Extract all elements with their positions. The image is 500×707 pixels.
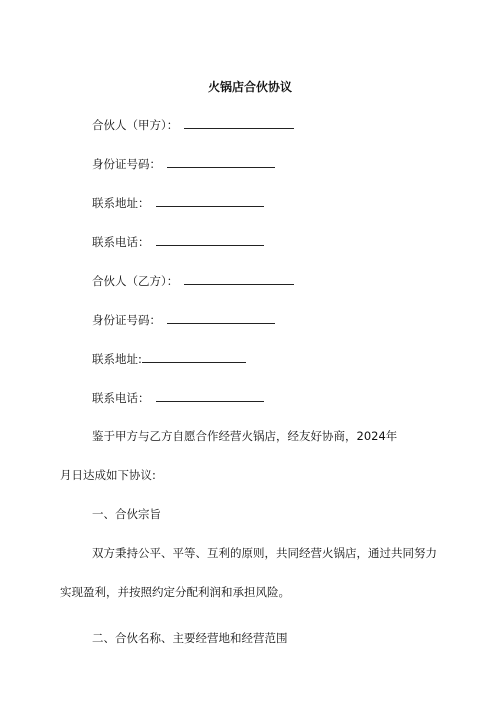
- party-b-address-row: [92, 350, 246, 367]
- party-a-phone-row: [92, 233, 264, 250]
- party-a-address-blank: [156, 194, 264, 207]
- party-a-id-label: 身份证号码：: [92, 157, 161, 171]
- party-b-partner-blank: [184, 272, 294, 285]
- party-b-id-row: [92, 311, 275, 328]
- party-b-phone-blank: [156, 389, 264, 402]
- section-1-line-2: 实现盈利，并按照约定分配利润和承担风险。: [60, 585, 290, 599]
- party-b-id-label: 身份证号码：: [92, 313, 161, 327]
- section-1-heading: 一、合伙宗旨: [92, 507, 161, 521]
- party-a-partner-label: 合伙人（甲方）：: [92, 118, 179, 132]
- party-b-id-blank: [167, 311, 275, 324]
- party-a-partner-row: [92, 116, 294, 133]
- party-b-partner-label: 合伙人（乙方）：: [92, 274, 179, 288]
- intro-line-1: 鉴于甲方与乙方自愿合作经营火锅店，经友好协商，2024年: [92, 429, 398, 443]
- party-b-phone-label: 联系电话：: [92, 391, 150, 405]
- party-a-id-row: [92, 155, 275, 172]
- party-b-phone-row: [92, 389, 264, 406]
- party-a-id-blank: [167, 155, 275, 168]
- party-b-address-label: 联系地址:: [92, 352, 142, 366]
- party-b-partner-row: [92, 272, 294, 289]
- party-a-phone-blank: [156, 233, 264, 246]
- party-a-partner-blank: [184, 116, 294, 129]
- party-a-phone-label: 联系电话：: [92, 235, 150, 249]
- party-a-address-label: 联系地址：: [92, 196, 150, 210]
- section-1-line-1: 双方秉持公平、平等、互利的原则，共同经营火锅店，通过共同努力: [92, 546, 437, 560]
- party-b-address-blank: [142, 350, 246, 363]
- intro-line-2: 月日达成如下协议:: [60, 468, 156, 482]
- party-a-address-row: [92, 194, 264, 211]
- section-2-heading: 二、合伙名称、主要经营地和经营范围: [92, 631, 288, 645]
- document-title: 火锅店合伙协议: [207, 80, 292, 94]
